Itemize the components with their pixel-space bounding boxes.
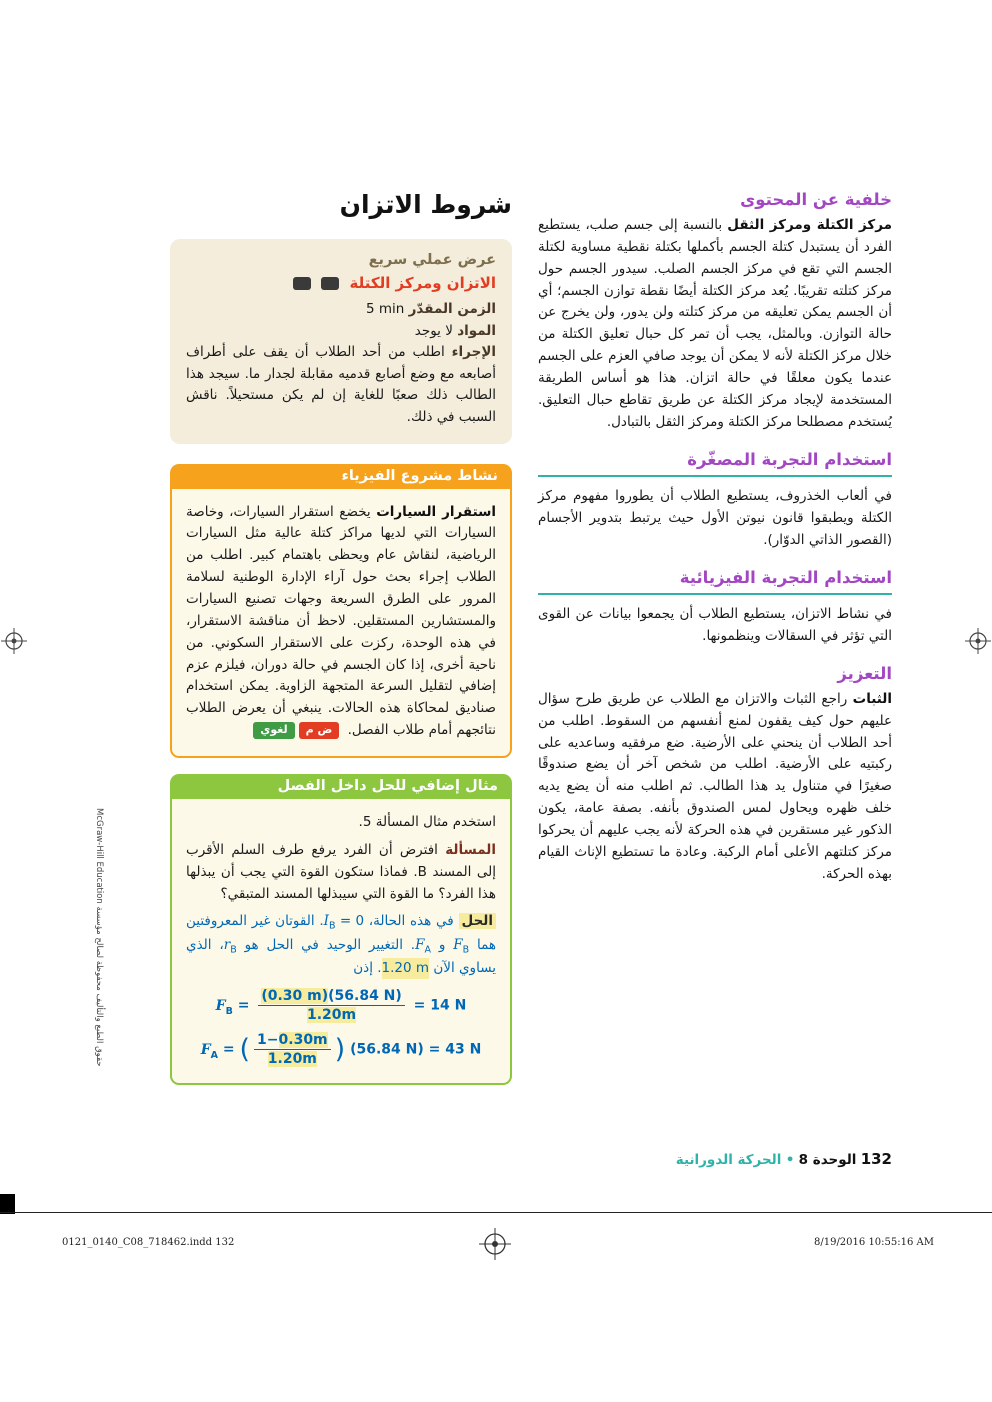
- force-b-variable: $F_B$: [453, 936, 470, 956]
- equation-force-b: [186, 988, 496, 1023]
- solution-text: ، الذي يساوي الآن: [186, 936, 496, 976]
- reinforcement-paragraph: [538, 689, 892, 886]
- kinesthetic-icon: [321, 277, 339, 290]
- fraction: $\frac{(0.30 m)(56.84 N)}{1.20m}$: [258, 988, 404, 1023]
- demo-procedure-label: الإجراء: [451, 344, 496, 361]
- demo-procedure-text: اطلب من أحد الطلاب أن يقف على أطراف أصابعه مع وضع أصابع قدميه مقابلة لجدار ما. سيجد هذا الطالب ذلك صعبًا للغاية إن لم يكن مستحيلاً. ناقش السبب في ذلك.: [186, 344, 496, 425]
- visual-icon: [293, 277, 311, 290]
- section-title-content-background: خلفية عن المحتوى: [740, 190, 892, 209]
- equation-result: (56.84 N) = 43 N: [350, 1041, 482, 1058]
- equation-lhs: $F_B$: [215, 997, 233, 1017]
- page-number: 132: [860, 1150, 892, 1168]
- physics-project-body: [170, 489, 512, 758]
- differentiation-badge: ض م: [299, 722, 340, 739]
- physics-project-paragraph: [186, 502, 496, 742]
- problem-label: المسألة: [445, 841, 496, 858]
- linguistic-badge: لغوي: [253, 722, 294, 739]
- separator-bullet: •: [785, 1152, 795, 1168]
- paragraph-lead: مركز الكتلة ومركز الثقل: [727, 217, 892, 233]
- unit-label: الوحدة 8: [798, 1152, 857, 1168]
- inertia-variable: $I_B = 0$: [323, 913, 365, 933]
- paragraph-lead: الثبات: [852, 690, 892, 707]
- quick-demo-title: [186, 274, 496, 292]
- demo-materials-row: [186, 321, 496, 343]
- paragraph-text: راجع الثبات والاتزان مع الطلاب عن طريق طرح سؤال عليهم حول كيف يقفون لمنع أنفسهم من السقوط. اطلب من أحد الطلاب أن ينحني على الأرضية. ضع مرفقيه وساعديه على ركبتيه على الأرضية. اطلب من شخص آخر أن يضع صندوقًا صغيرًا في متناول يد هذا الطالب. ثم اطلب منه أن يضع يديه خلف ظهره ويحاول لمس الصندوق بأنفه. بصفة عامة، يكون الذكور غير مستقرين في هذه الحركة لأنه يجب عليهم أن يحركوا مركز كتلتهم الأعلى أمام الركبة. وعادة ما تستطيع الإناث القيام بهذه الحركة.: [538, 690, 892, 882]
- registration-mark-bottom: [479, 1228, 511, 1264]
- paragraph-text: بالنسبة إلى جسم صلب، يستطيع الفرد أن يستبدل كتلة الجسم بأكملها بكتلة نقطية مساوية لكتلة الجسم التي تقع في مركز الجسم الصلب. سيدور الجسم حول مركز كتلته تقريبًا. يُعد مركز الكتلة أيضًا نقطة توازن الجسم؛ أي أن الجسم يمكن تعليقه من مركز كتلته ولن يدور، ولن يخرج عن حالة التوازن. وبالمثل، يجب أن تمر كل حبال تعليق الكتلة من خلال مركز الكتلة لأنه لا يمكن أن يوجد صافي العزم على الجسم عندما يكون معلقًا في حالة اتزان. هذا هو أساس الطريقة المستخدمة لإيجاد مركز الكتلة عن طريق تقاطع حبال التعليق. يُستخدم مصطلحا مركز الكتلة ومركز الثقل بالتبادل.: [538, 217, 892, 430]
- equals-sign: =: [237, 997, 250, 1014]
- open-paren: (: [239, 1034, 251, 1066]
- equation-result: = 14 N: [413, 997, 467, 1014]
- footer-rule: [0, 1212, 992, 1213]
- chapter-label: الحركة الدورانية: [675, 1152, 782, 1168]
- example-intro: استخدم مثال المسألة 5.: [358, 814, 496, 831]
- left-column: [170, 190, 512, 1085]
- demo-materials-label: المواد: [457, 322, 496, 339]
- quick-demo-kicker: عرض عملي سريع: [368, 252, 496, 268]
- demo-time-value: 5 min: [366, 301, 405, 317]
- demo-materials-value: لا يوجد: [414, 322, 453, 339]
- paragraph-lead: استقرار السيارات: [376, 503, 497, 520]
- print-timestamp: 8/19/2016 10:55:16 AM: [813, 1237, 934, 1248]
- additional-example-header: مثال إضافي للحل داخل الفصل: [170, 774, 512, 799]
- copyright-strip: [90, 808, 104, 1078]
- quick-demo-title-text: الاتزان ومركز الكتلة: [349, 274, 496, 292]
- teal-divider: [538, 593, 892, 596]
- page-title: شروط الاتزان: [339, 190, 512, 219]
- equation-force-a: [186, 1032, 496, 1067]
- print-file-info: 0121_0140_C08_718462.indd 132: [62, 1237, 235, 1248]
- registration-mark-left: [1, 628, 27, 658]
- solution-label: الحل: [459, 913, 496, 929]
- quick-demo-box: [170, 239, 512, 444]
- radius-variable: $r_B$: [223, 936, 237, 956]
- equals-sign: =: [222, 1041, 235, 1058]
- solution-text: في هذه الحالة،: [364, 913, 454, 930]
- physlab-paragraph: في نشاط الاتزان، يستطيع الطلاب أن يجمعوا بيانات عن القوى التي تؤثر في السقالات وينظمونها.: [538, 606, 892, 645]
- problem-text: افترض أن الفرد يرفع طرف السلم الأقرب إلى المسند B. فماذا ستكون القوة التي يجب أن يبذلها هذا الفرد؟ ما القوة التي سيبذلها المسند المتبقي؟: [186, 841, 496, 902]
- solution-text: . إذن: [353, 959, 382, 976]
- section-title-minilab: استخدام التجربة المصغّرة: [687, 449, 892, 469]
- minilab-paragraph: في ألعاب الخذروف، يستطيع الطلاب أن يطوروا مفهوم مركز الكتلة ويطبقوا قانون نيوتن الأول حيث يرتبط بتدوير الأجسام (القصور الذاتي الدوّار).: [538, 488, 892, 548]
- fraction: $\frac{1-0.30m}{1.20m}$: [254, 1032, 331, 1067]
- close-paren: ): [334, 1034, 346, 1066]
- registration-mark-right: [965, 628, 991, 658]
- page-number-line: [676, 1150, 892, 1168]
- demo-time-label: الزمن المقدّر: [408, 301, 496, 317]
- physics-project-box: [170, 464, 512, 758]
- physics-project-header: نشاط مشروع الفيزياء: [170, 464, 512, 489]
- solution-text: . القوتان غير المعروفتين هما: [186, 913, 496, 953]
- equation-lhs: $F_A$: [200, 1041, 218, 1061]
- additional-example-body: [170, 799, 512, 1085]
- demo-procedure-row: [186, 342, 496, 428]
- example-problem: [186, 840, 496, 906]
- demo-time-row: [186, 299, 496, 321]
- section-title-reinforcement: التعزيز: [837, 663, 892, 683]
- changed-value: 1.20 m: [382, 958, 430, 980]
- example-solution: [186, 911, 496, 979]
- print-trim-tab: [0, 1194, 15, 1214]
- solution-text: . التغيير الوحيد في الحل هو: [236, 936, 416, 953]
- teal-divider: [538, 475, 892, 478]
- right-column: [538, 190, 892, 892]
- paragraph-text: يخضع استقرار السيارات، وخاصة السيارات التي لديها مراكز كتلة عالية مثل السيارات الرياضية، لنقاش عام ويحظى باهتمام كبير. اطلب من الطلاب إجراء بحث حول آراء الإدارة الوطنية لسلامة المرور على الطرق السريعة وجهات تصنيع السيارات والمستشارين المستقلين. لاحظ أن مناقشة الاستقرار، في هذه الوحدة، ركزت على الاستقرار السكوني. من ناحية أخرى، إذا كان الجسم في حالة دوران، فيلزم عزم إضافي لتقليل السرعة المتجهة الزاوية. يمكن استخدام صناديق لمحاكاة هذه الحالات. ينبغي أن يعرض الطلاب نتائجهم أمام طلاب الفصل.: [186, 503, 496, 739]
- section-title-physlab: استخدام التجربة الفيزيائية: [679, 567, 892, 587]
- force-a-variable: $F_A$: [415, 936, 431, 956]
- additional-example-box: [170, 774, 512, 1085]
- solution-text: و: [430, 936, 454, 953]
- copyright-text: حقوق الطبع والتأليف محفوظة لصالح مؤسسة McGraw-Hill Education: [94, 808, 104, 1067]
- content-background-paragraph: [538, 215, 892, 434]
